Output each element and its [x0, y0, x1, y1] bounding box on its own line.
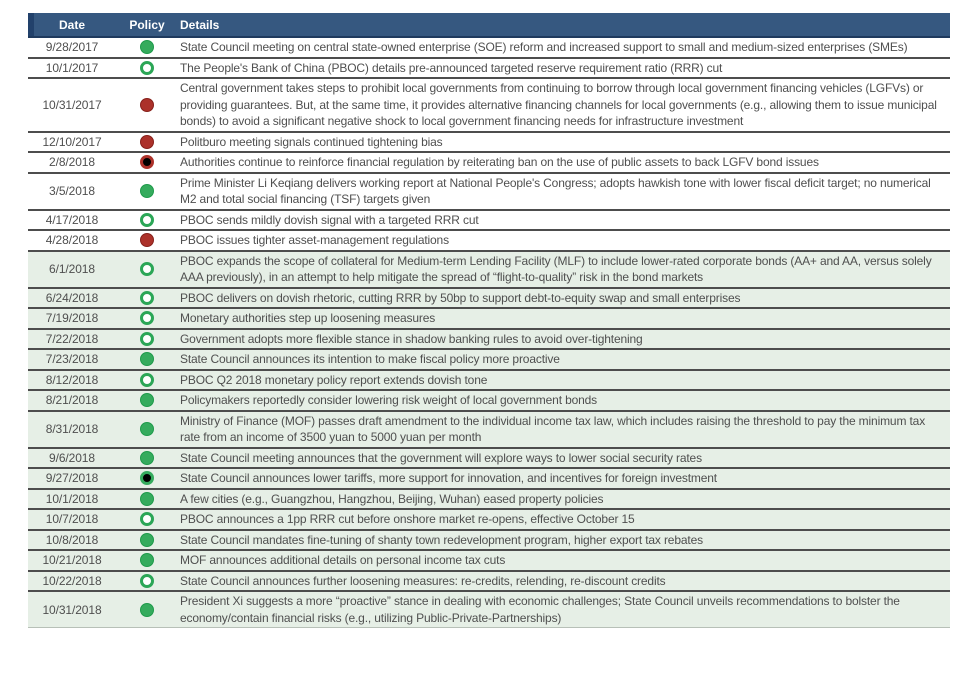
policy-cell: [116, 350, 178, 369]
green-hollow-policy-dot-icon: [140, 512, 154, 526]
details-cell: Prime Minister Li Keqiang delivers working report at National People's Congress; adopts hawkish tone with lower fiscal deficit target; no numerical M2 and total social financing (TSF) targets given: [180, 175, 931, 206]
date-cell: 7/22/2018: [45, 331, 99, 346]
table-row: [28, 172, 950, 209]
date-cell: 9/6/2018: [49, 450, 95, 465]
table-row: [28, 570, 950, 591]
green-hollow-policy-dot-icon: [140, 213, 154, 227]
details-cell: PBOC delivers on dovish rhetoric, cutting RRR by 50bp to support debt-to-equity swap and small enterprises: [180, 290, 741, 305]
details-cell: State Council announces further loosening measures: re-credits, relending, re-discount credits: [180, 573, 666, 588]
policy-cell: [116, 490, 178, 509]
details-cell: PBOC announces a 1pp RRR cut before onshore market re-opens, effective October 15: [180, 512, 635, 526]
date-cell: 10/1/2017: [45, 60, 99, 75]
policy-cell: [116, 412, 178, 447]
red-filled-policy-dot-icon: [140, 233, 154, 247]
date-cell: 7/23/2018: [45, 352, 99, 367]
column-header-details: Details: [180, 17, 220, 32]
details-cell: State Council announces lower tariffs, more support for innovation, and incentives for foreign investment: [180, 471, 717, 485]
date-cell: 6/1/2018: [49, 262, 95, 276]
policy-cell: [116, 153, 178, 172]
table-row: [28, 590, 950, 627]
table-row: [28, 508, 950, 529]
table-row: [28, 151, 950, 172]
details-cell: Monetary authorities step up loosening measures: [180, 311, 436, 325]
policy-cell: [116, 592, 178, 627]
green-filled-policy-dot-icon: [140, 603, 154, 617]
date-cell: 4/17/2018: [45, 212, 99, 227]
date-cell: 10/7/2018: [45, 512, 99, 527]
date-cell: 10/31/2017: [42, 97, 102, 112]
green-filled-policy-dot-icon: [140, 184, 154, 198]
date-cell: 10/1/2018: [45, 491, 99, 506]
details-cell: State Council meeting on central state-owned enterprise (SOE) reform and increased support to small and medium-sized enterprises (SMEs): [180, 40, 908, 54]
date-cell: 8/12/2018: [45, 372, 99, 387]
green-hollow-policy-dot-icon: [140, 373, 154, 387]
policy-cell: [116, 289, 178, 308]
date-cell: 7/19/2018: [45, 311, 99, 326]
date-cell: 10/31/2018: [42, 602, 102, 617]
green-hollow-policy-dot-icon: [140, 311, 154, 325]
green-hollow-policy-dot-icon: [140, 61, 154, 75]
table-row: [28, 287, 950, 308]
details-cell: PBOC issues tighter asset-management regulations: [180, 233, 449, 247]
policy-cell: [116, 469, 178, 488]
details-cell: Politburo meeting signals continued tightening bias: [180, 134, 443, 149]
green-filled-policy-dot-icon: [140, 40, 154, 54]
details-cell: Authorities continue to reinforce financial regulation by reiterating ban on the use of public assets to back LGFV bond issues: [180, 155, 819, 169]
details-cell: A few cities (e.g., Guangzhou, Hangzhou, Beijing, Wuhan) eased property policies: [180, 491, 604, 506]
policy-cell: [116, 79, 178, 131]
red-filled-policy-dot-icon: [140, 98, 154, 112]
green-filled-policy-dot-icon: [140, 492, 154, 506]
table-row: [28, 389, 950, 410]
china-policy-table: [28, 13, 950, 628]
green-filled-policy-dot-icon: [140, 352, 154, 366]
date-cell: 4/28/2018: [45, 233, 99, 248]
table-row: [28, 131, 950, 152]
table-row: [28, 529, 950, 550]
green-filled-policy-dot-icon: [140, 422, 154, 436]
details-cell: State Council announces its intention to make fiscal policy more proactive: [180, 352, 560, 366]
table-row: [28, 57, 950, 78]
policy-cell: [116, 330, 178, 349]
date-cell: 8/21/2018: [45, 393, 99, 408]
green-hollow-policy-dot-icon: [140, 262, 154, 276]
table-row: [28, 369, 950, 390]
green-filled-policy-dot-icon: [140, 533, 154, 547]
green-filled-policy-dot-icon: [140, 553, 154, 567]
table-row: [28, 229, 950, 250]
policy-cell: [116, 572, 178, 591]
policy-cell: [116, 551, 178, 570]
policy-cell: [116, 174, 178, 209]
table-row: [28, 250, 950, 287]
table-row: [28, 307, 950, 328]
policy-cell: [116, 531, 178, 550]
date-cell: 10/21/2018: [42, 553, 102, 568]
table-row: [28, 549, 950, 570]
table-row: [28, 467, 950, 488]
table-row: [28, 38, 950, 57]
green-hollow-policy-dot-icon: [140, 574, 154, 588]
table-row: [28, 77, 950, 131]
details-cell: Central government takes steps to prohibit local governments from continuing to borrow through local government financing vehicles (LGFVs) or providing guarantees. But, at the same time, it provides alternative financing channels for local governments (e.g., allowing them to issue municipal bonds) to avoid a significant negative shock to local government financing needs for infrastructure investment: [180, 81, 937, 128]
policy-cell: [116, 391, 178, 410]
policy-cell: [116, 449, 178, 468]
details-cell: The People's Bank of China (PBOC) details pre-announced targeted reserve requirement ratio (RRR) cut: [180, 60, 723, 75]
table-row: [28, 488, 950, 509]
policy-cell: [116, 38, 178, 57]
details-cell: Policymakers reportedly consider lowering risk weight of local government bonds: [180, 393, 598, 407]
date-cell: 6/24/2018: [45, 290, 99, 305]
policy-cell: [116, 59, 178, 78]
table-header-row: [28, 13, 950, 38]
details-cell: PBOC sends mildly dovish signal with a targeted RRR cut: [180, 212, 479, 227]
green-black-center-policy-dot-icon: [140, 471, 154, 485]
details-cell: State Council meeting announces that the government will explore ways to lower social security rates: [180, 450, 702, 465]
column-header-date: Date: [58, 17, 85, 32]
table-row: [28, 328, 950, 349]
green-hollow-policy-dot-icon: [140, 291, 154, 305]
details-cell: Ministry of Finance (MOF) passes draft amendment to the individual income tax law, which includes raising the threshold to pay the minimum tax rate from an income of 3500 yuan to 5000 yuan per month: [180, 413, 926, 444]
details-cell: President Xi suggests a more “proactive” stance in dealing with economic challenges; State Council unveils recommendations to bolster the economy/contain financial risks (e.g., utilizing Public-Private-Partnerships): [180, 594, 900, 625]
details-cell: Government adopts more flexible stance in shadow banking rules to avoid over-tightening: [180, 331, 643, 346]
policy-cell: [116, 211, 178, 230]
red-black-center-policy-dot-icon: [140, 155, 154, 169]
green-filled-policy-dot-icon: [140, 451, 154, 465]
policy-cell: [116, 231, 178, 250]
policy-cell: [116, 133, 178, 152]
policy-cell: [116, 309, 178, 328]
table-row: [28, 410, 950, 447]
date-cell: 10/22/2018: [42, 573, 102, 588]
details-cell: PBOC Q2 2018 monetary policy report extends dovish tone: [180, 372, 488, 387]
policy-cell: [116, 510, 178, 529]
date-cell: 10/8/2018: [45, 532, 99, 547]
details-cell: PBOC expands the scope of collateral for Medium-term Lending Facility (MLF) to include lower-rated corporate bonds (AA+ and AA, versus solely AAA previously), in an attempt to help mitigate the spread of “flight-to-quality” risk in the bond markets: [180, 253, 932, 284]
date-cell: 3/5/2018: [49, 184, 95, 198]
date-cell: 12/10/2017: [42, 134, 102, 149]
policy-cell: [116, 371, 178, 390]
date-cell: 9/27/2018: [45, 471, 99, 486]
green-hollow-policy-dot-icon: [140, 332, 154, 346]
table-row: [28, 209, 950, 230]
policy-cell: [116, 252, 178, 287]
column-header-policy: Policy: [129, 17, 165, 32]
green-filled-policy-dot-icon: [140, 393, 154, 407]
table-row: [28, 447, 950, 468]
date-cell: 8/31/2018: [45, 422, 99, 436]
details-cell: State Council mandates fine-tuning of shanty town redevelopment program, higher export tax rebates: [180, 532, 703, 547]
table-body: [28, 38, 950, 628]
details-cell: MOF announces additional details on personal income tax cuts: [180, 553, 506, 567]
date-cell: 2/8/2018: [49, 155, 95, 170]
red-filled-policy-dot-icon: [140, 135, 154, 149]
table-row: [28, 348, 950, 369]
date-cell: 9/28/2017: [45, 40, 99, 55]
